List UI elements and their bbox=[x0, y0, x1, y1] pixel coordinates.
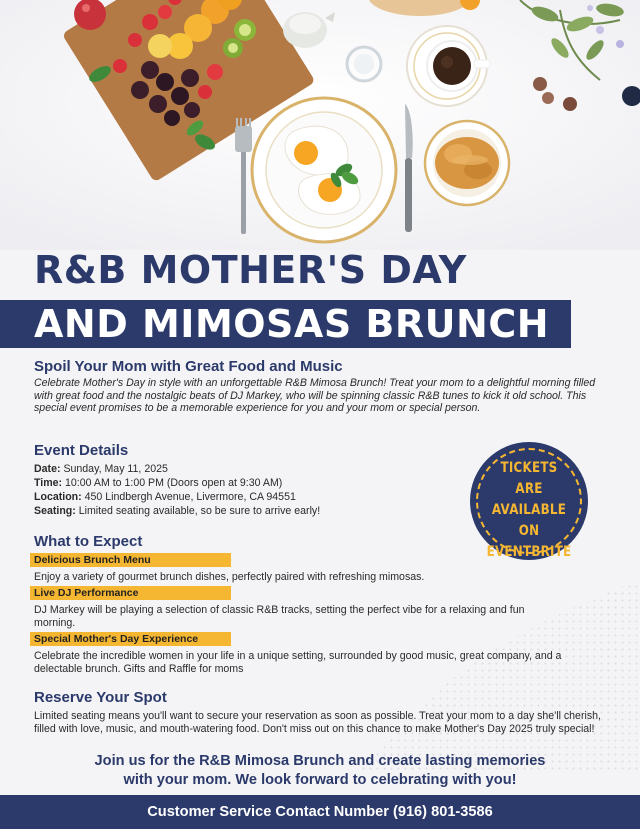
event-location bbox=[34, 491, 296, 504]
contact-number: Customer Service Contact Number (916) 801-3586 bbox=[147, 804, 493, 820]
expect-item-3-title: Special Mother's Day Experience bbox=[30, 632, 231, 646]
event-time-label: Time: bbox=[34, 477, 63, 489]
tickets-badge bbox=[470, 442, 588, 560]
reserve-text: Limited seating means you'll want to secure your reservation as soon as possible. Treat your mom to a day she'll cherish, filled with love, music, and mouth-watering food. Don't miss out on this chance to make Mother's Day 2025 truly special! bbox=[34, 710, 601, 735]
expect-item-1-text: Enjoy a variety of gourmet brunch dishes, perfectly paired with refreshing mimosas. bbox=[34, 571, 425, 583]
event-location-value: 450 Lindbergh Avenue, Livermore, CA 94551 bbox=[81, 491, 296, 503]
expect-heading: What to Expect bbox=[34, 533, 143, 550]
badge-line-3: ON bbox=[518, 523, 540, 539]
event-date-label: Date: bbox=[34, 463, 61, 475]
badge-line-1: TICKETS bbox=[500, 460, 558, 476]
hero-brunch-illustration bbox=[0, 0, 640, 250]
event-seating bbox=[34, 505, 320, 518]
event-details-heading: Event Details bbox=[34, 442, 129, 459]
intro-heading: Spoil Your Mom with Great Food and Music bbox=[34, 358, 343, 375]
closing-line-2: with your mom. We look forward to celebrating with you! bbox=[123, 772, 517, 788]
expect-item-1-title: Delicious Brunch Menu bbox=[30, 553, 231, 567]
footer-bar bbox=[0, 795, 640, 829]
intro-text: Celebrate Mother's Day in style with an unforgettable R&B Mimosa Brunch! Treat your mom to a delightful morning filled with great food and the nostalgic beats of DJ Markey, who will be spinning classic R&B tunes to kick it old school. This special event promises to be a memorable experience for you and your mom or special person. bbox=[34, 377, 596, 415]
event-time-value: 10:00 AM to 1:00 PM (Doors open at 9:30 AM) bbox=[62, 477, 283, 489]
poster-title-line2: AND MIMOSAS BRUNCH bbox=[34, 302, 550, 346]
egg-plate bbox=[252, 98, 396, 242]
badge-text bbox=[481, 458, 578, 563]
reserve-heading: Reserve Your Spot bbox=[34, 689, 167, 706]
expect-item-2-title: Live DJ Performance bbox=[30, 586, 231, 600]
croissant-bowl bbox=[425, 121, 509, 205]
event-seating-label: Seating: bbox=[34, 505, 76, 517]
event-seating-value: Limited seating available, so be sure to arrive early! bbox=[75, 505, 321, 517]
badge-line-2: ARE AVAILABLE bbox=[491, 481, 567, 518]
poster-title-line1: R&B MOTHER'S DAY bbox=[34, 248, 467, 292]
closing-line-1: Join us for the R&B Mimosa Brunch and create lasting memories bbox=[94, 753, 546, 769]
closing-message bbox=[40, 752, 600, 790]
event-date-value: Sunday, May 11, 2025 bbox=[60, 463, 168, 475]
expect-item-2-text: DJ Markey will be playing a selection of classic R&B tracks, setting the perfect vibe for a relaxing and fun morning. bbox=[34, 604, 525, 629]
expect-item-3-text: Celebrate the incredible women in your life in a unique setting, surrounded by good music, great company, and a delectable brunch. Gifts and Raffle for moms bbox=[34, 650, 562, 675]
badge-line-4: EVENTBRITE bbox=[486, 544, 572, 560]
event-date bbox=[34, 463, 168, 476]
event-location-label: Location: bbox=[34, 491, 82, 503]
event-time bbox=[34, 477, 282, 490]
